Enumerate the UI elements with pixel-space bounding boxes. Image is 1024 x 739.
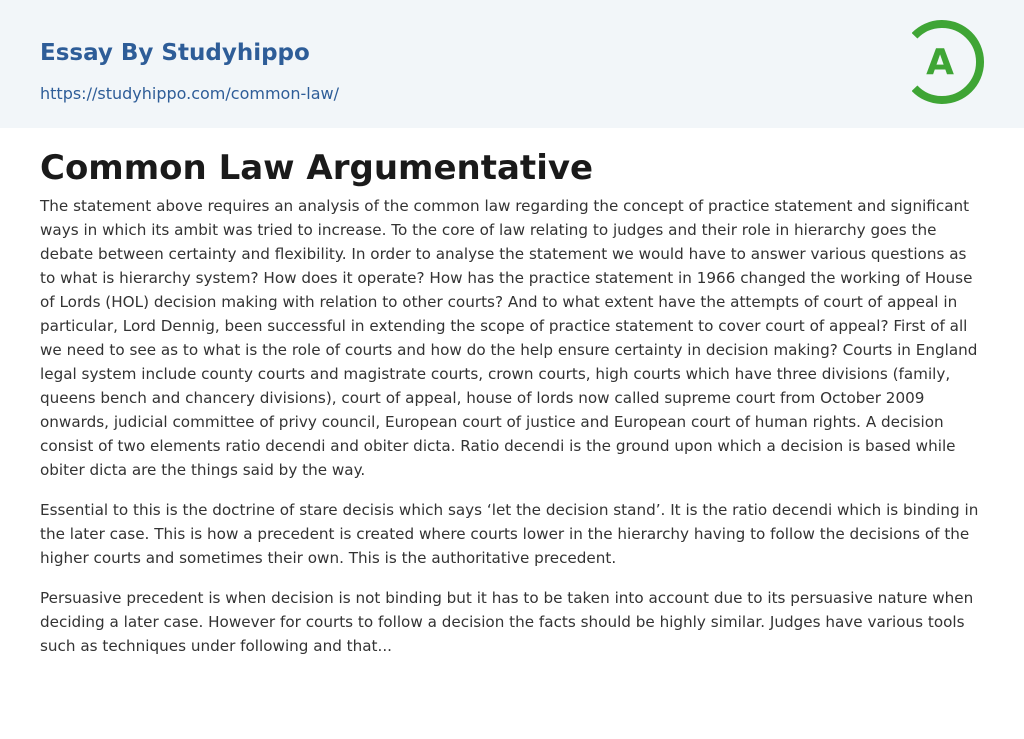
site-header xyxy=(0,0,1024,128)
brand-title[interactable]: Essay By Studyhippo xyxy=(40,40,310,66)
studyhippo-logo-icon[interactable] xyxy=(912,19,986,105)
page-title: Common Law Argumentative xyxy=(40,148,594,188)
paragraph-1: The statement above requires an analysis of the common law regarding the concept of practice statement and significant ways in which its ambit was tried to increase. To the core of law relating to judges and their role in hierarchy goes the debate between certainty and flexibility. In order to analyse the statement we would have to answer various questions as to what is hierarchy system? How does it operate? How has the practice statement in 1966 changed the working of House of Lords (HOL) decision making with relation to other courts? And to what extent have the attempts of court of appeal in particular, Lord Dennig, been successful in extending the scope of practice statement to cover court of appeal? First of all we need to see as to what is the role of courts and how do the help ensure certainty in decision making? Courts in England legal system include county courts and magistrate courts, crown courts, high courts which have three divisions (family, queens bench and chancery divisions), court of appeal, house of lords now called supreme court from October 2009 onwards, judicial committee of privy council, European court of justice and European court of human rights. A decision consist of two elements ratio decendi and obiter dicta. Ratio decendi is the ground upon which a decision is based while obiter dicta are the things said by the way. xyxy=(40,197,978,479)
logo-letter: A xyxy=(926,42,954,83)
paragraph-2: Essential to this is the doctrine of stare decisis which says ‘let the decision stand’. It is the ratio decendi which is binding in the later case. This is how a precedent is created where courts lower in the hierarchy having to follow the decisions of the higher courts and sometimes their own. This is the authoritative precedent. xyxy=(40,501,979,567)
essay-url-link[interactable]: https://studyhippo.com/common-law/ xyxy=(40,84,339,103)
paragraph-3: Persuasive precedent is when decision is not binding but it has to be taken into account due to its persuasive nature when deciding a later case. However for courts to follow a decision the facts should be highly similar. Judges have various tools such as techniques under following and that... xyxy=(40,589,974,655)
article xyxy=(40,146,985,674)
